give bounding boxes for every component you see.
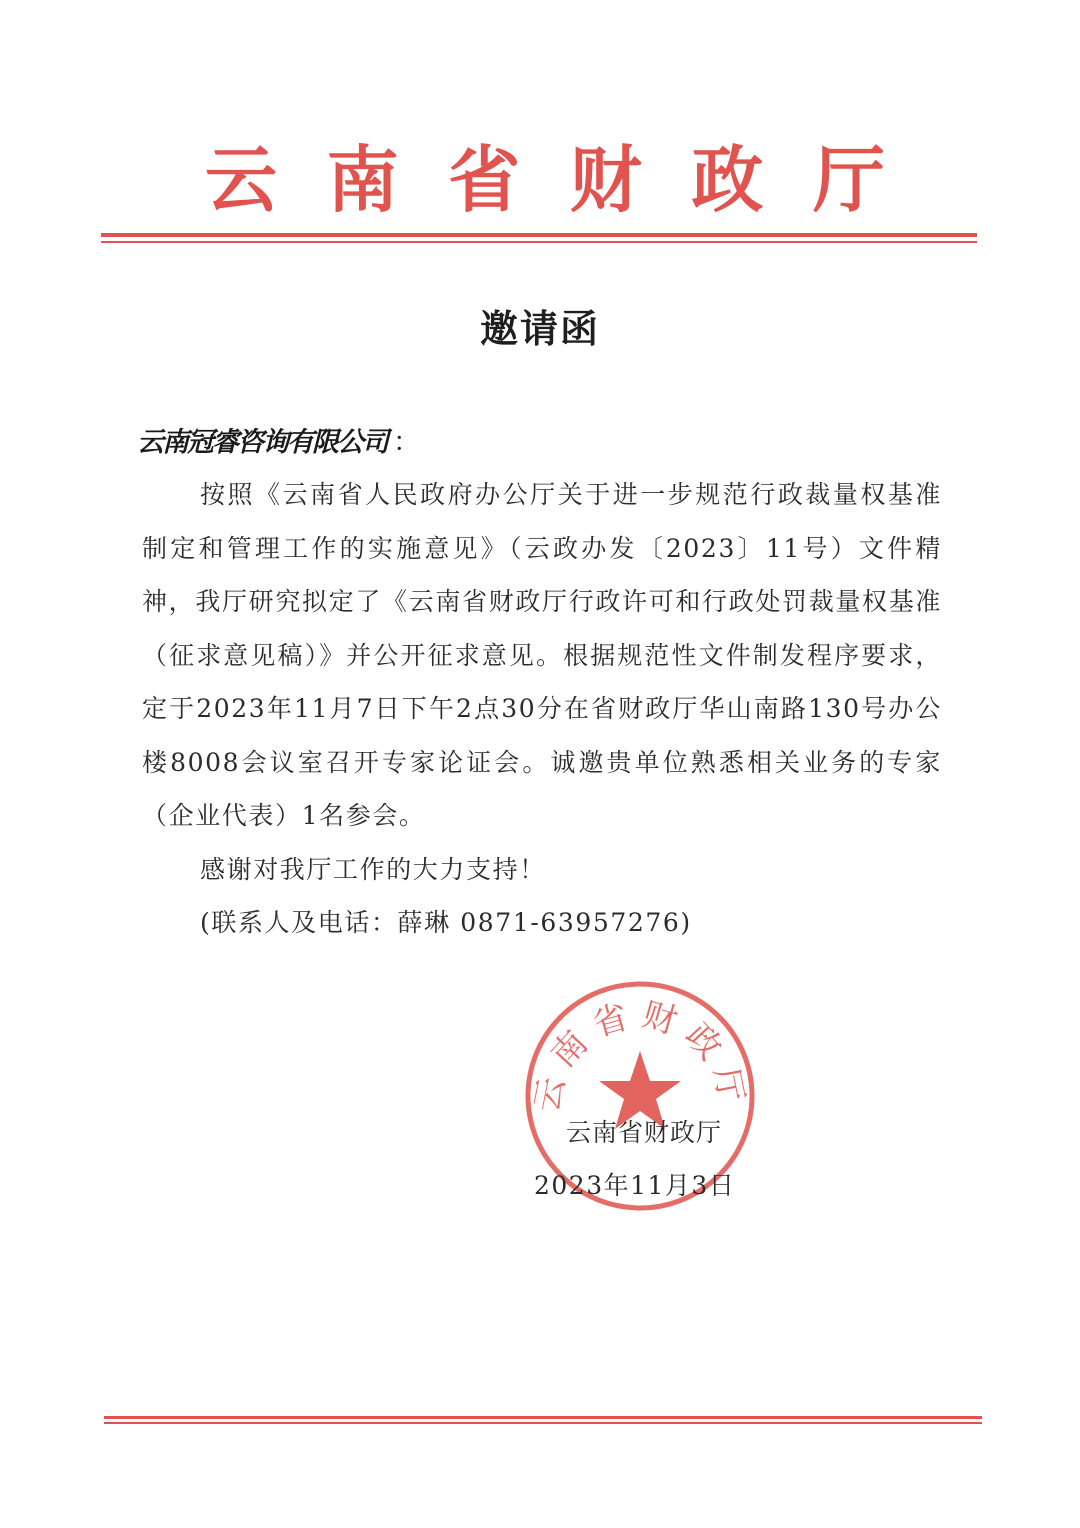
- addressee-colon: ：: [393, 427, 420, 458]
- letterhead-char: 南: [326, 138, 399, 222]
- letter-body: [142, 468, 942, 950]
- letterhead-title: [205, 140, 885, 220]
- letterhead-char: 云: [205, 138, 278, 222]
- letterhead-char: 厅: [812, 138, 885, 222]
- thanks-paragraph: 感谢对我厅工作的大力支持！: [200, 854, 546, 884]
- letterhead-char: 政: [691, 138, 764, 222]
- letterhead-char: 省: [448, 138, 521, 222]
- addressee-name-handwritten: 云南冠睿咨询有限公司: [137, 427, 387, 458]
- footer-rule-thick: [104, 1416, 982, 1419]
- footer-rule-thin: [104, 1422, 982, 1424]
- signature-org: 云南省财政厅: [566, 1118, 723, 1147]
- addressee: [137, 420, 420, 459]
- seal-text: 云南省财政厅: [526, 994, 754, 1116]
- document-title: 邀请函: [479, 307, 600, 351]
- letterhead-rule-thick: [101, 233, 977, 237]
- letterhead-rule-thin: [101, 241, 977, 243]
- letterhead-char: 财: [569, 138, 642, 222]
- body-paragraph: 按照《云南省人民政府办公厅关于进一步规范行政裁量权基准制定和管理工作的实施意见》（云政办发〔2023〕11号）文件精神，我厅研究拟定了《云南省财政厅行政许可和行政处罚裁量权基准（征求意见稿）》并公开征求意见。根据规范性文件制发程序要求，定于2023年11月7日下午2点30分在省财政厅华山南路130号办公楼8008会议室召开专家论证会。诚邀贵单位熟悉相关业务的专家（企业代表）1名参会。: [142, 480, 942, 830]
- signature-date: 2023年11月3日: [534, 1171, 736, 1200]
- contact-line: (联系人及电话：薛琳 0871-63957276): [200, 908, 692, 937]
